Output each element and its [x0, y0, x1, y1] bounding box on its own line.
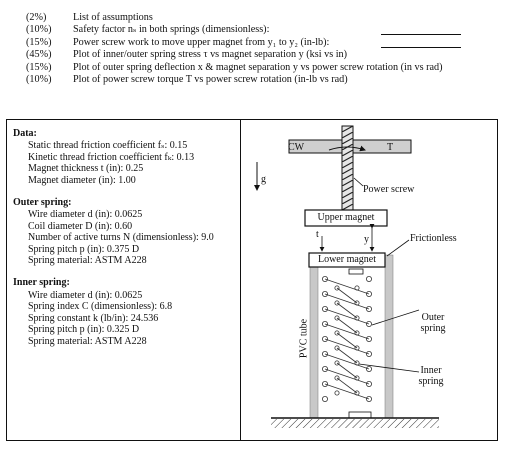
lower-magnet-label: Lower magnet	[317, 254, 377, 265]
grading-percent: (10%)	[26, 73, 52, 85]
outer-spring-item: Wire diameter d (in): 0.0625	[28, 209, 143, 221]
outer-spring-item: Spring pitch p (in): 0.375 D	[28, 243, 140, 255]
grading-text: Plot of inner/outer spring stress τ vs magnet separation y (ksi vs in)	[73, 49, 348, 61]
separation-label: y	[364, 234, 369, 245]
ground-hatch	[271, 419, 439, 428]
outer-spring-item: Number of active turns N (dimensionless): 9.0	[28, 232, 214, 244]
grading-row	[10, 24, 500, 36]
data-heading: Data:	[13, 128, 37, 139]
power-screw-leader	[354, 178, 363, 186]
answer-blank-safety-factor[interactable]	[381, 34, 461, 35]
pvc-tube-right-wall	[385, 255, 393, 418]
grading-percent: (15%)	[26, 61, 52, 73]
inner-spring-label-2: spring	[418, 376, 444, 387]
grading-list	[10, 12, 500, 86]
pvc-tube-left-wall	[310, 255, 318, 418]
data-item: Kinetic thread friction coefficient fₖ: 0.13	[28, 151, 195, 163]
outer-spring-item: Coil diameter D (in): 0.60	[28, 220, 133, 232]
diagram-drawing	[243, 120, 497, 440]
upper-magnet-label: Upper magnet	[317, 212, 375, 223]
problem-box	[6, 119, 498, 441]
grading-percent: (10%)	[26, 24, 52, 36]
grading-percent: (2%)	[26, 12, 47, 23]
inner-spring-item: Spring constant k (lb/in): 24.536	[28, 312, 159, 324]
grading-percent: (45%)	[26, 49, 52, 61]
gravity-label: g	[261, 174, 266, 185]
grading-row	[10, 49, 500, 61]
inner-spring-item: Spring pitch p (in): 0.325 D	[28, 324, 140, 336]
specifications-panel	[13, 128, 237, 347]
magnet-stub	[349, 269, 363, 274]
grading-row	[10, 12, 500, 24]
answer-blank-work[interactable]	[381, 47, 461, 48]
inner-spring-item: Wire diameter d (in): 0.0625	[28, 289, 143, 301]
frictionless-leader	[387, 240, 409, 256]
grading-text: Safety factor nₛ in both springs (dimensionless):	[73, 24, 270, 36]
inner-spring-item: Spring index C (dimensionless): 6.8	[28, 301, 173, 313]
torque-label: T	[387, 142, 394, 153]
pvc-tube-label: PVC tube	[298, 318, 310, 359]
outer-spring-label-1: Outer	[421, 312, 445, 323]
inner-spring-coils	[335, 286, 359, 395]
inner-spring-heading: Inner spring:	[13, 277, 70, 289]
grading-text: Plot of outer spring deflection x & magnet separation y vs power screw rotation (in vs rad)	[73, 61, 443, 73]
data-item: Magnet thickness t (in): 0.25	[28, 163, 144, 175]
grading-row	[10, 37, 500, 49]
outer-spring-label-2: spring	[420, 323, 446, 334]
data-item: Magnet diameter (in): 1.00	[28, 174, 136, 186]
base-pedestal	[349, 412, 371, 418]
grading-percent: (15%)	[26, 36, 52, 48]
inner-spring-item: Spring material: ASTM A228	[28, 335, 147, 347]
grading-row	[10, 74, 500, 86]
frictionless-label: Frictionless	[410, 233, 457, 244]
spring-magnet-diagram	[243, 120, 497, 440]
power-screw-label: Power screw	[363, 184, 415, 195]
grading-text: List of assumptions	[73, 12, 153, 23]
screw-thread	[342, 126, 353, 210]
inner-spring-label-1: Inner	[420, 365, 442, 376]
box-divider	[240, 120, 241, 440]
cw-label: CW	[288, 142, 305, 153]
outer-spring-item: Spring material: ASTM A228	[28, 255, 147, 267]
grading-text: Plot of power screw torque T vs power screw rotation (in-lb vs rad)	[73, 73, 348, 85]
data-item: Static thread friction coefficient fₛ: 0.15	[28, 140, 188, 152]
outer-spring-heading: Outer spring:	[13, 197, 72, 209]
grading-text: Power screw work to move upper magnet from y₁ to y₂ (in-lb):	[73, 36, 330, 48]
thickness-label: t	[316, 229, 319, 240]
outer-spring-leader	[372, 310, 419, 325]
grading-row	[10, 62, 500, 74]
